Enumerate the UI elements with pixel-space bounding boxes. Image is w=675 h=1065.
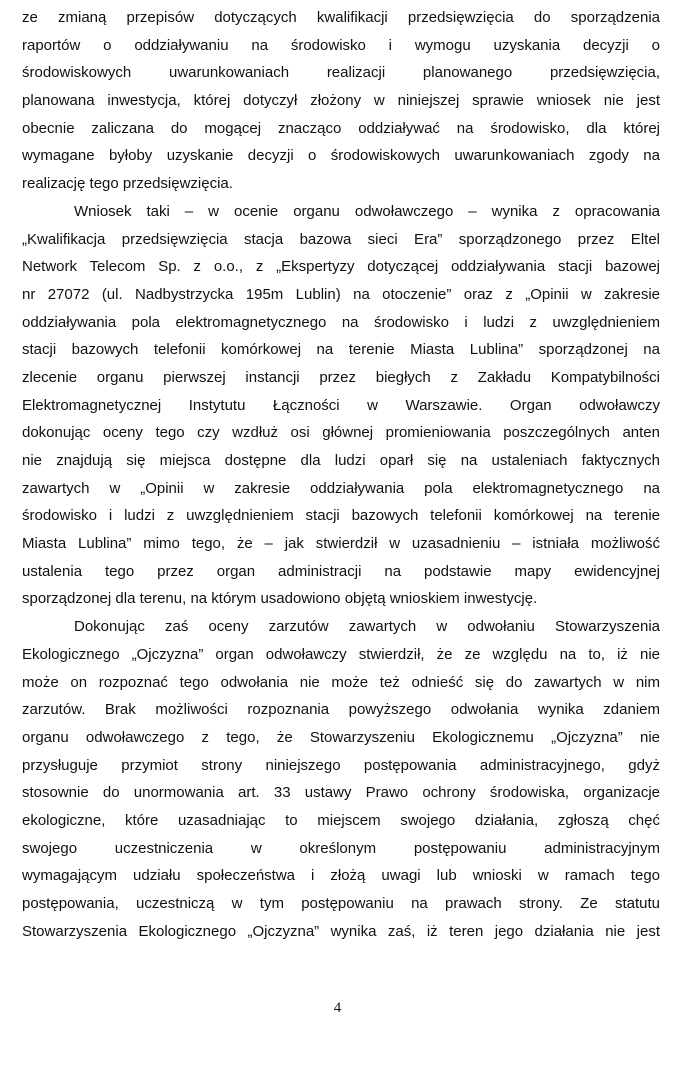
text-line: stacji bazowych telefonii komórkowej na terenie Miasta Lublina” sporządzonej na [22, 341, 660, 359]
text-line: swojego uczestniczenia w określonym postępowaniu administracyjnym [22, 839, 660, 857]
text-line: sporządzonej dla terenu, na którym usadowiono objętą wnioskiem inwestycję. [22, 590, 538, 608]
text-line: może on rozpoznać tego odwołania nie może też odnieść się do zawartych w nim [22, 673, 660, 691]
text-line: środowisko i ludzi z uwzględnieniem stacji bazowych telefonii komórkowej na terenie [22, 507, 660, 525]
paragraph [22, 4, 660, 198]
text-line: Miasta Lublina” mimo tego, że – jak stwierdził w uzasadnieniu – istniała możliwość [22, 535, 660, 553]
text-line: realizację tego przedsięwzięcia. [22, 175, 233, 193]
text-line: Stowarzyszenia Ekologicznego „Ojczyzna” wynika zaś, iż teren jego działania nie jest [22, 922, 660, 940]
paragraph [22, 198, 660, 613]
text-line: dokonując oceny tego czy wzdłuż osi głównej promieniowania poszczególnych anten [22, 424, 660, 442]
text-line: zawartych w „Opinii w zakresie oddziaływania pola elektromagnetycznego na [22, 479, 660, 497]
text-line: planowana inwestycja, której dotyczył złożony w niniejszej sprawie wniosek nie jest [22, 92, 660, 110]
text-line: ze zmianą przepisów dotyczących kwalifikacji przedsięwzięcia do sporządzenia [22, 9, 660, 26]
text-line: „Kwalifikacja przedsięwzięcia stacja bazowa sieci Era” sporządzonego przez Eltel [22, 230, 660, 248]
text-line: postępowania, uczestniczą w tym postępowaniu na prawach strony. Ze statutu [22, 895, 660, 912]
text-line: organu odwoławczego z tego, że Stowarzyszeniu Ekologicznemu „Ojczyzna” nie [22, 728, 660, 746]
text-line: Wniosek taki – w ocenie organu odwoławczego – wynika z opracowania [74, 202, 660, 220]
text-line: zarzutów. Brak możliwości rozpoznania powyższego odwołania wynika zdaniem [22, 701, 660, 719]
text-line: zlecenie organu pierwszej instancji przez biegłych z Zakładu Kompatybilności [22, 368, 660, 386]
text-line: nie znajdują się miejsca dostępne dla ludzi oparł się na ustaleniach faktycznych [22, 452, 660, 469]
text-line: wymagane byłoby uzyskanie decyzji o środowiskowych uwarunkowaniach zgody na [22, 147, 660, 165]
text-line: środowiskowych uwarunkowaniach realizacji planowanego przedsięwzięcia, [22, 64, 660, 82]
document-body [22, 4, 660, 945]
text-line: ekologiczne, które uzasadniając to miejscem swojego działania, zgłoszą chęć [22, 811, 660, 829]
text-line: oddziaływania pola elektromagnetycznego na środowisko i ludzi z uwzględnieniem [22, 313, 660, 331]
paragraph [22, 613, 660, 945]
text-line: obecnie zaliczana do mogącej znacząco oddziaływać na środowisko, dla której [22, 119, 660, 137]
text-line: Network Telecom Sp. z o.o., z „Ekspertyzy dotyczącej oddziaływania stacji bazowej [22, 258, 660, 276]
text-line: ustalenia tego przez organ administracji na podstawie mapy ewidencyjnej [22, 562, 660, 580]
text-line: przysługuje przymiot strony niniejszego postępowania administracyjnego, gdyż [22, 756, 660, 774]
text-line: raportów o oddziaływaniu na środowisko i wymogu uzyskania decyzji o [22, 36, 660, 54]
text-line: stosownie do unormowania art. 33 ustawy Prawo ochrony środowiska, organizacje [22, 784, 660, 802]
text-line: Elektromagnetycznej Instytutu Łączności w Warszawie. Organ odwoławczy [22, 396, 660, 414]
text-line: Ekologicznego „Ojczyzna” organ odwoławczy stwierdził, że ze względu na to, iż nie [22, 645, 660, 663]
text-line: nr 27072 (ul. Nadbystrzycka 195m Lublin) na otoczenie” oraz z „Opinii w zakresie [22, 285, 660, 303]
text-line: wymagającym udziału społeczeństwa i złożą uwagi lub wnioski w ramach tego [22, 867, 660, 885]
page-number: 4 [333, 1000, 342, 1016]
text-line: Dokonując zaś oceny zarzutów zawartych w odwołaniu Stowarzyszenia [74, 618, 660, 636]
